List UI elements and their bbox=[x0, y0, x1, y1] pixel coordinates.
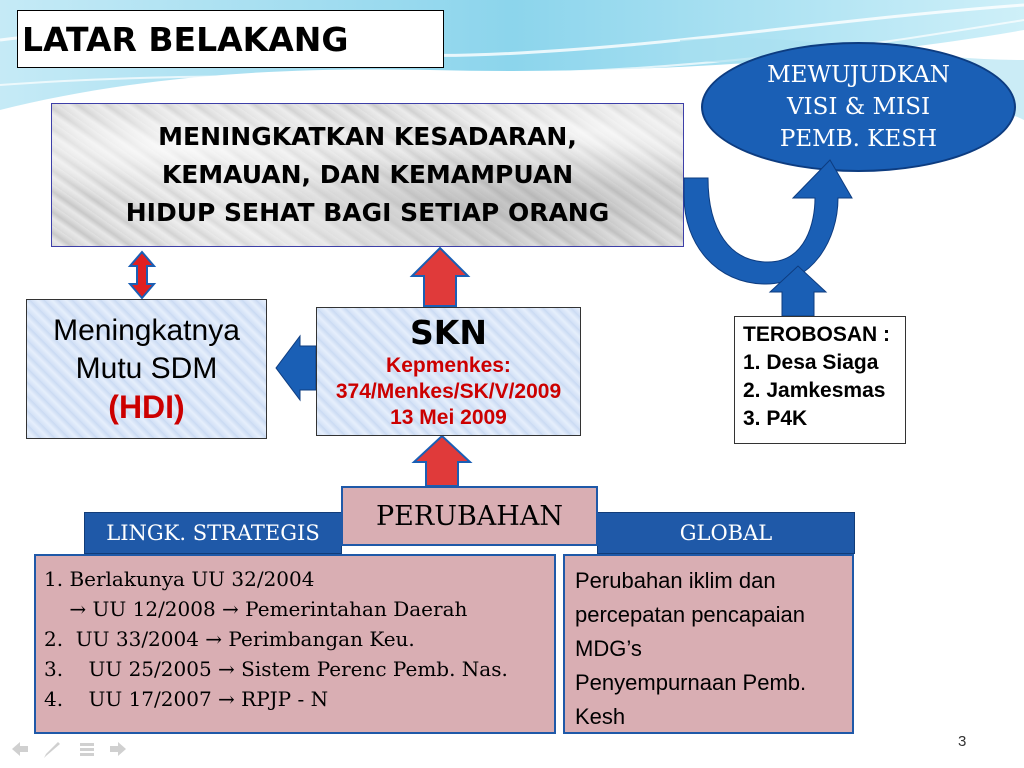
hdi-label: (HDI) bbox=[108, 389, 185, 425]
curved-arrow bbox=[684, 160, 852, 284]
list-item: 2. UU 33/2004 → Perimbangan Keu. bbox=[44, 627, 415, 651]
tab-lingk-strategis: LINGK. STRATEGIS bbox=[84, 512, 342, 554]
global-list bbox=[563, 554, 854, 734]
perubahan-box: PERUBAHAN bbox=[341, 486, 598, 546]
up-arrow-perubahan bbox=[414, 436, 470, 486]
main-line-2: KEMAUAN, DAN KEMAMPUAN bbox=[161, 160, 574, 189]
terobosan-heading: TEROBOSAN : bbox=[743, 323, 890, 346]
hdi-line-1: Meningkatnya bbox=[53, 314, 240, 347]
goal-line-1: MEWUJUDKAN bbox=[767, 62, 950, 88]
list-item: 1. Berlakunya UU 32/2004 bbox=[44, 567, 315, 591]
goal-line-3: PEMB. KESH bbox=[779, 126, 938, 152]
menu-icon bbox=[80, 743, 94, 756]
list-item: Perubahan iklim dan bbox=[575, 568, 776, 593]
skn-line-2: 374/Menkes/SK/V/2009 bbox=[335, 379, 562, 403]
list-item: → UU 12/2008 → Pemerintahan Daerah bbox=[44, 597, 468, 621]
slide-title: LATAR BELAKANG bbox=[17, 10, 444, 68]
list-item: 4. UU 17/2007 → RPJP - N bbox=[44, 687, 329, 711]
list-item: MDG’s bbox=[575, 636, 642, 661]
skn-box bbox=[316, 307, 581, 436]
terobosan-item: 2. Jamkesmas bbox=[743, 379, 886, 402]
goal-line-2: VISI & MISI bbox=[786, 94, 931, 120]
skn-line-1: Kepmenkes: bbox=[386, 353, 511, 377]
slide-nav[interactable] bbox=[8, 738, 128, 760]
up-arrow-skn bbox=[412, 248, 468, 306]
skn-title: SKN bbox=[410, 312, 487, 352]
pen-icon bbox=[44, 742, 60, 758]
terobosan-item: 1. Desa Siaga bbox=[743, 351, 879, 374]
left-arrow-skn bbox=[276, 336, 316, 400]
hdi-line-2: Mutu SDM bbox=[75, 352, 218, 385]
main-line-3: HIDUP SEHAT BAGI SETIAP ORANG bbox=[125, 198, 610, 227]
page-number: 3 bbox=[958, 733, 967, 750]
prev-slide-icon bbox=[12, 742, 28, 756]
double-arrow-red bbox=[130, 252, 154, 298]
next-slide-icon bbox=[110, 742, 126, 756]
strategic-list bbox=[34, 554, 556, 734]
skn-line-3: 13 Mei 2009 bbox=[390, 405, 507, 429]
list-item: Kesh bbox=[575, 704, 626, 729]
list-item: percepatan pencapaian bbox=[575, 602, 805, 627]
list-item: 3. UU 25/2005 → Sistem Perenc Pemb. Nas. bbox=[44, 657, 508, 681]
tab-global: GLOBAL bbox=[597, 512, 855, 554]
list-item: Penyempurnaan Pemb. bbox=[575, 670, 807, 695]
hdi-box bbox=[26, 299, 267, 439]
terobosan-item: 3. P4K bbox=[743, 407, 808, 430]
main-line-1: MENINGKATKAN KESADARAN, bbox=[158, 122, 577, 151]
terobosan-box bbox=[734, 316, 906, 444]
